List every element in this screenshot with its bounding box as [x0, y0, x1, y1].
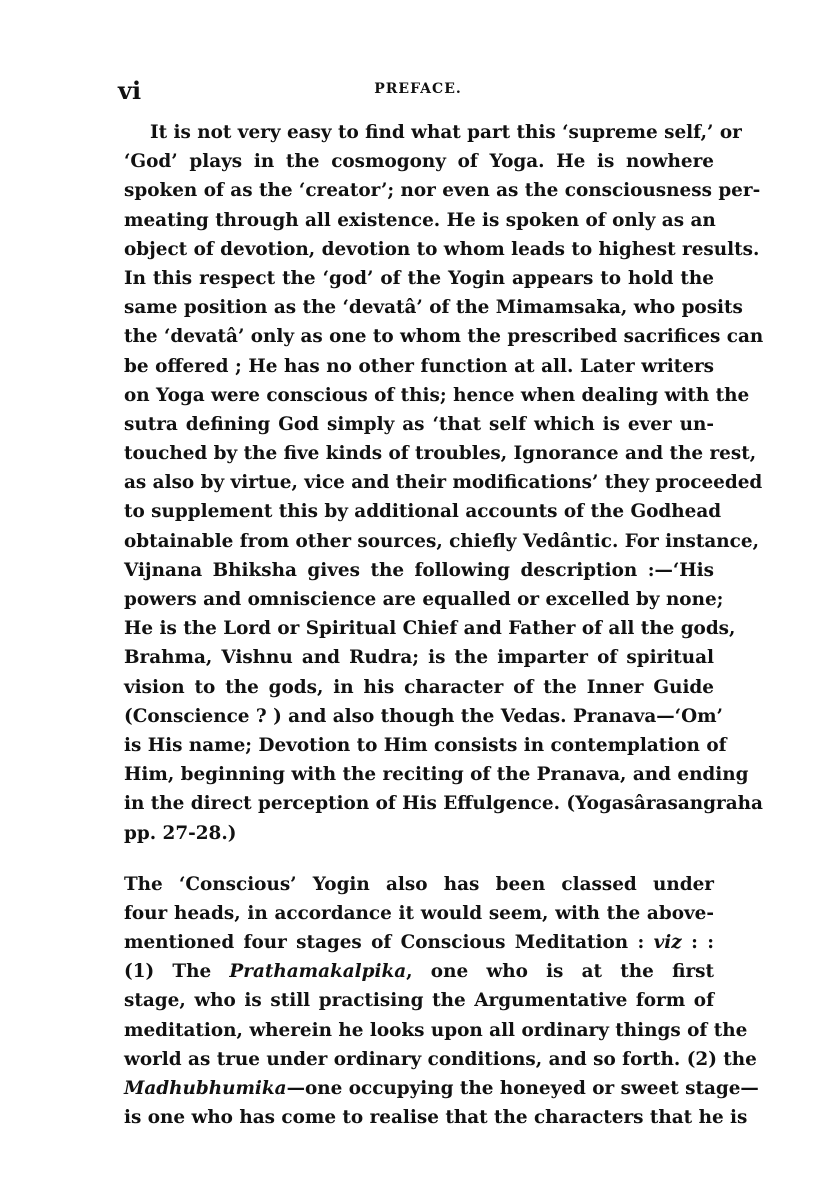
- text-line: Vijnana Bhiksha gives the following description :—‘His: [124, 559, 714, 581]
- text-line: is His name; Devotion to Him consists in contemplation of: [124, 734, 727, 756]
- text-line: same position as the ‘devatâ’ of the Mimamsaka, who posits: [124, 297, 743, 319]
- text-line: [124, 1074, 759, 1103]
- italic-term: viz: [653, 932, 682, 954]
- text-line: on Yoga were conscious of this; hence when dealing with the: [124, 384, 750, 406]
- paragraph-2: [124, 870, 759, 1133]
- text-line: Brahma, Vishnu and Rudra; is the imparter of spiritual: [124, 647, 714, 669]
- paragraph-1: [124, 118, 764, 848]
- text-line: obtainable from other sources, chiefly Vedântic. For instance,: [124, 530, 759, 552]
- text-segment: mentioned four stages of Conscious Meditation :: [124, 932, 654, 954]
- text-segment: (1) The: [124, 961, 230, 983]
- text-line: He is the Lord or Spiritual Chief and Father of all the gods,: [124, 618, 736, 640]
- text-line: pp. 27-28.): [124, 822, 237, 844]
- text-line: in the direct perception of His Effulgence. (Yogasârasangraha: [124, 793, 763, 815]
- text-segment: , one who is at the first: [406, 961, 714, 983]
- text-line: [124, 928, 714, 957]
- text-line: It is not very easy to find what part this ‘supreme self,’ or: [150, 122, 742, 143]
- italic-term: Prathamakalpika: [229, 961, 407, 983]
- running-head: [118, 76, 718, 104]
- text-line: four heads, in accordance it would seem, with the above-: [124, 902, 714, 924]
- text-line: touched by the five kinds of troubles, Ignorance and the rest,: [124, 443, 757, 465]
- text-line: ‘God’ plays in the cosmogony of Yoga. He is nowhere: [124, 151, 714, 173]
- running-title: PREFACE.: [374, 81, 462, 97]
- text-line: meditation, wherein he looks upon all ordinary things of the: [124, 1019, 748, 1041]
- text-line: to supplement this by additional accounts of the Godhead: [124, 501, 722, 523]
- text-line: (Conscience ? ) and also though the Vedas. Pranava—‘Om’: [124, 705, 723, 727]
- body-text: [124, 118, 764, 1132]
- text-line: sutra defining God simply as ‘that self which is ever un-: [124, 413, 714, 435]
- text-line: meating through all existence. He is spoken of only as an: [124, 209, 716, 231]
- text-line: vision to the gods, in his character of the Inner Guide: [124, 676, 714, 698]
- text-line: [124, 957, 714, 986]
- italic-term: Madhubhumika: [124, 1078, 287, 1099]
- text-line: be offered ; He has no other function at all. Later writers: [124, 355, 714, 377]
- text-line: The ‘Conscious’ Yogin also has been classed under: [124, 873, 714, 895]
- text-line: object of devotion, devotion to whom leads to highest results.: [124, 238, 760, 260]
- text-segment: —one occupying the honeyed or sweet stage—: [286, 1078, 759, 1099]
- text-line: stage, who is still practising the Argumentative form of: [124, 990, 714, 1012]
- text-line: the ‘devatâ’ only as one to whom the prescribed sacrifices can: [124, 326, 764, 348]
- text-line: powers and omniscience are equalled or excelled by none;: [124, 589, 724, 610]
- page-number: vi: [118, 76, 142, 105]
- text-line: is one who has come to realise that the characters that he is: [124, 1107, 748, 1129]
- text-line: Him, beginning with the reciting of the Pranava, and ending: [124, 764, 749, 786]
- text-line: world as true under ordinary conditions, and so forth. (2) the: [124, 1048, 757, 1070]
- text-segment: : :: [681, 932, 714, 954]
- text-line: as also by virtue, vice and their modifications’ they proceeded: [124, 472, 763, 494]
- text-line: spoken of as the ‘creator’; nor even as the consciousness per-: [124, 180, 761, 202]
- text-line: In this respect the ‘god’ of the Yogin appears to hold the: [124, 267, 714, 289]
